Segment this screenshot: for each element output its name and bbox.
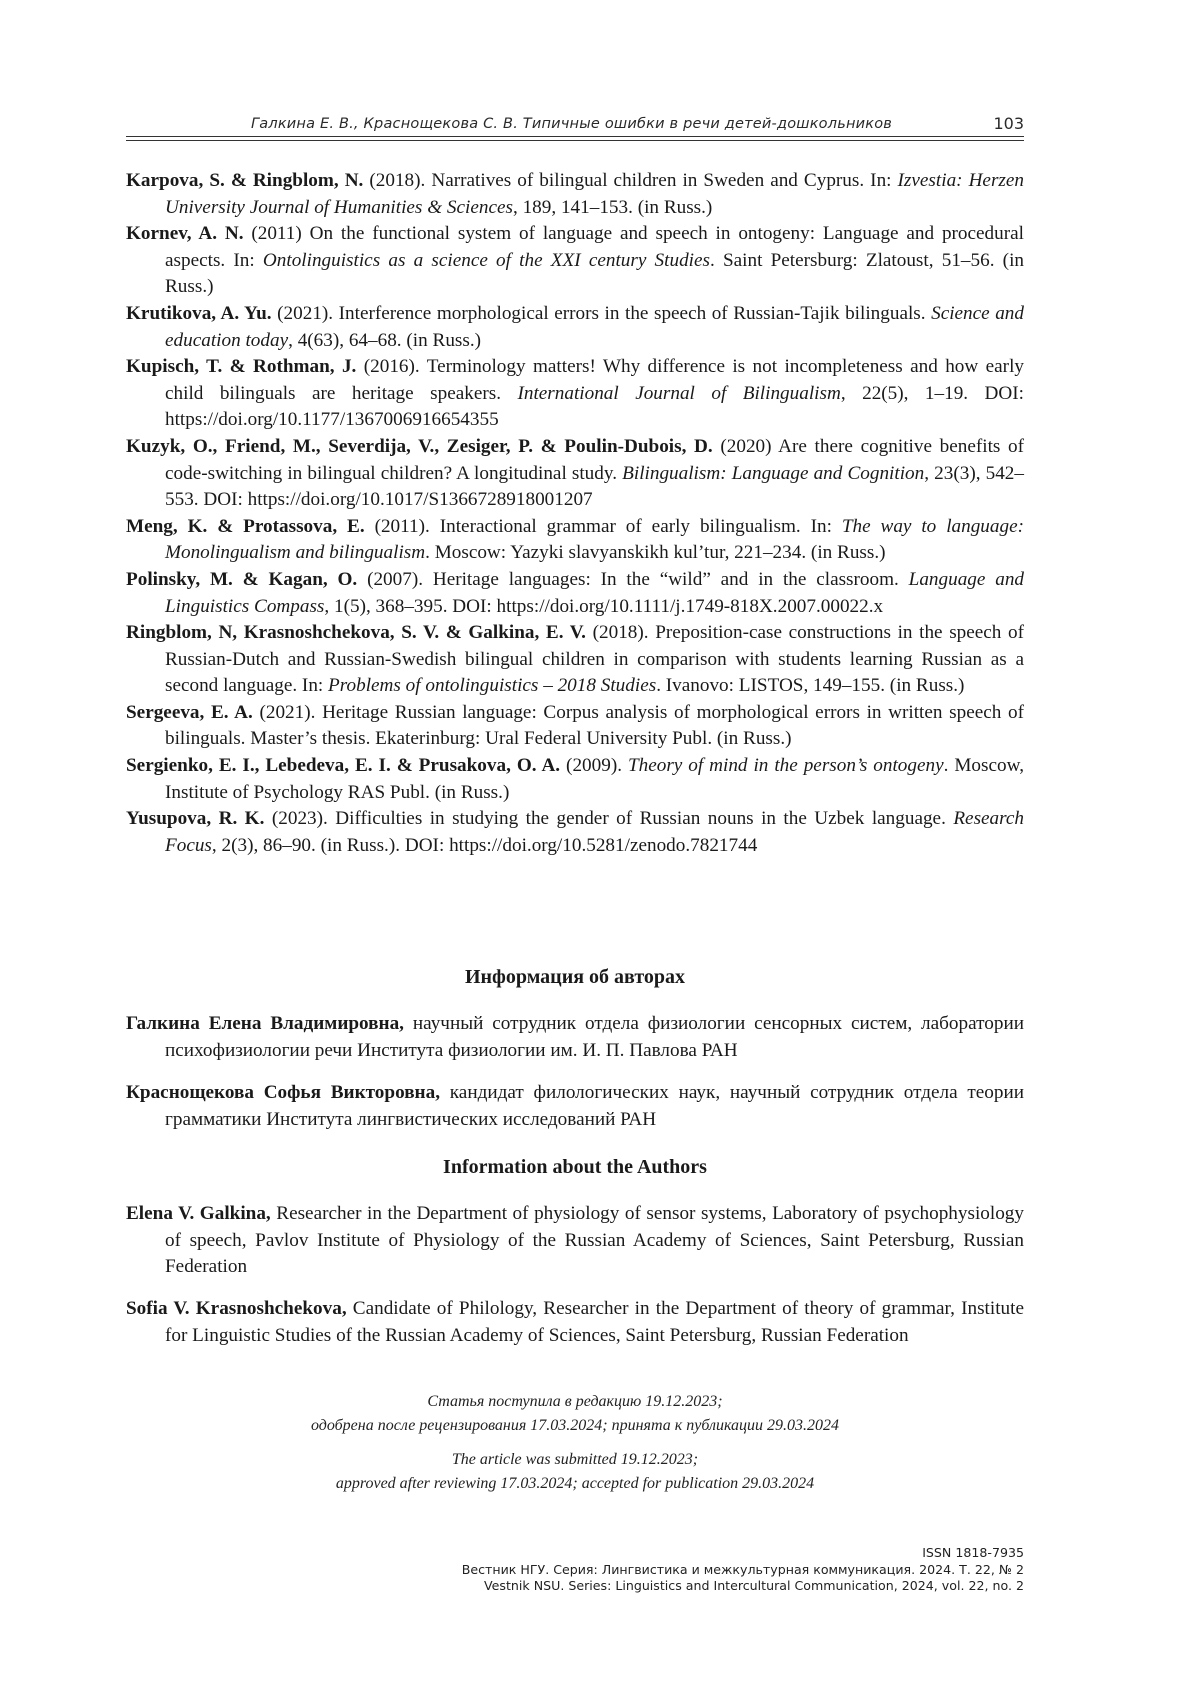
reference-item — [126, 301, 1024, 354]
reference-details: , 22(5), 1–19. DOI: https://doi.org/10.1177/1367006916654355 — [165, 383, 1024, 431]
author-name: Галкина Елена Владимировна, — [126, 1013, 404, 1034]
reference-text: (2018). Preposition-case constructions in the speech of Russian-Dutch and Russian-Swedish bilingual children in comparison with students learning Russian as a second language. In: — [165, 622, 1024, 696]
reference-source: Research Focus — [165, 808, 1024, 856]
reference-list — [126, 168, 1024, 859]
reference-text: (2009). — [560, 755, 628, 776]
author-name: Elena V. Galkina, — [126, 1203, 271, 1224]
reference-authors: Karpova, S. & Ringblom, N. — [126, 170, 363, 191]
running-head — [126, 112, 1024, 138]
issn: ISSN 1818-7935 — [462, 1545, 1024, 1562]
submission-ru-line2: одобрена после рецензирования 17.03.2024; принята к публикации 29.03.2024 — [126, 1414, 1024, 1438]
authors-en-heading: Information about the Authors — [126, 1156, 1024, 1179]
reference-details: , 189, 141–153. (in Russ.) — [513, 197, 712, 218]
header-rule-bottom — [126, 140, 1024, 141]
author-en-item — [126, 1296, 1024, 1349]
reference-source: Science and education today — [165, 303, 1024, 351]
page-footer — [462, 1545, 1024, 1595]
reference-item — [126, 806, 1024, 859]
reference-details: , 2(3), 86–90. (in Russ.). DOI: https://doi.org/10.5281/zenodo.7821744 — [212, 835, 757, 856]
reference-text: (2023). Difficulties in studying the gender of Russian nouns in the Uzbek language. — [264, 808, 953, 829]
submission-en-line2: approved after reviewing 17.03.2024; accepted for publication 29.03.2024 — [126, 1472, 1024, 1496]
author-ru-item — [126, 1011, 1024, 1064]
reference-authors: Meng, K. & Protassova, E. — [126, 516, 365, 537]
reference-text: (2016). Terminology matters! Why difference is not incompleteness and how early child bilinguals are heritage speakers. — [165, 356, 1024, 404]
reference-authors: Kupisch, T. & Rothman, J. — [126, 356, 356, 377]
reference-details: . Moscow: Yazyki slavyanskikh kul’tur, 221–234. (in Russ.) — [425, 542, 885, 563]
reference-authors: Yusupova, R. K. — [126, 808, 264, 829]
reference-item — [126, 514, 1024, 567]
reference-details: , 23(3), 542–553. DOI: https://doi.org/10.1017/S1366728918001207 — [165, 463, 1024, 511]
reference-authors: Polinsky, M. & Kagan, O. — [126, 569, 357, 590]
reference-item — [126, 354, 1024, 434]
submission-ru-line1: Статья поступила в редакцию 19.12.2023; — [126, 1390, 1024, 1414]
reference-details: . Ivanovo: LISTOS, 149–155. (in Russ.) — [656, 675, 964, 696]
author-name: Краснощекова Софья Викторовна, — [126, 1082, 440, 1103]
reference-details: . Saint Petersburg: Zlatoust, 51–56. (in Russ.) — [165, 250, 1024, 298]
reference-details: , 4(63), 64–68. (in Russ.) — [288, 330, 481, 351]
submission-note-en — [126, 1448, 1024, 1496]
reference-item — [126, 700, 1024, 753]
reference-item — [126, 620, 1024, 700]
author-affiliation: Candidate of Philology, Researcher in the Department of theory of grammar, Institute for Linguistic Studies of the Russian Academy of Sciences, Saint Petersburg, Russian Federation — [165, 1298, 1024, 1346]
header-rule-top — [126, 136, 1024, 137]
reference-text: (2021). Interference morphological errors in the speech of Russian-Tajik bilinguals. — [272, 303, 931, 324]
reference-source: Language and Linguistics Compass — [165, 569, 1024, 617]
reference-source: International Journal of Bilingualism — [517, 383, 840, 404]
reference-text: (2021). Heritage Russian language: Corpus analysis of morphological errors in written speech of bilinguals. Master’s thesis. Ekaterinburg: Ural Federal University Publ. (in Russ.) — [165, 702, 1024, 750]
reference-text: (2007). Heritage languages: In the “wild” and in the classroom. — [357, 569, 908, 590]
reference-text: (2011) On the functional system of language and speech in ontogeny: Language and procedural aspects. In: — [165, 223, 1024, 271]
reference-authors: Kuzyk, O., Friend, M., Severdija, V., Zesiger, P. & Poulin-Dubois, D. — [126, 436, 713, 457]
author-en-item — [126, 1201, 1024, 1281]
reference-source: Problems of ontolinguistics – 2018 Studies — [328, 675, 656, 696]
reference-authors: Ringblom, N, Krasnoshchekova, S. V. & Galkina, E. V. — [126, 622, 586, 643]
journal-title-ru: Вестник НГУ. Серия: Лингвистика и межкультурная коммуникация. 2024. Т. 22, № 2 — [462, 1562, 1024, 1579]
authors-ru-heading: Информация об авторах — [126, 966, 1024, 989]
reference-authors: Kornev, A. N. — [126, 223, 244, 244]
reference-authors: Krutikova, A. Yu. — [126, 303, 272, 324]
reference-source: Ontolinguistics as a science of the XXI century Studies — [263, 250, 710, 271]
reference-text: (2011). Interactional grammar of early bilingualism. In: — [365, 516, 842, 537]
reference-details: , 1(5), 368–395. DOI: https://doi.org/10.1111/j.1749-818X.2007.00022.x — [324, 596, 883, 617]
author-affiliation: научный сотрудник отдела физиологии сенсорных систем, лаборатории психофизиологии речи Института физиологии им. И. П. Павлова РАН — [165, 1013, 1024, 1061]
reference-source: Theory of mind in the person’s ontogeny — [628, 755, 944, 776]
running-title: Галкина Е. В., Краснощекова С. В. Типичные ошибки в речи детей-дошкольников — [251, 116, 892, 132]
journal-title-en: Vestnik NSU. Series: Linguistics and Intercultural Communication, 2024, vol. 22, no. 2 — [462, 1578, 1024, 1595]
reference-text: (2018). Narratives of bilingual children in Sweden and Cyprus. In: — [363, 170, 897, 191]
submission-note-ru — [126, 1390, 1024, 1438]
reference-item — [126, 753, 1024, 806]
submission-en-line1: The article was submitted 19.12.2023; — [126, 1448, 1024, 1472]
author-affiliation: кандидат филологических наук, научный сотрудник отдела теории грамматики Института лингвистических исследований РАН — [165, 1082, 1024, 1130]
author-name: Sofia V. Krasnoshchekova, — [126, 1298, 347, 1319]
author-ru-item — [126, 1080, 1024, 1133]
reference-text: (2020) Are there cognitive benefits of code-switching in bilingual children? A longitudinal study. — [165, 436, 1024, 484]
reference-authors: Sergeeva, E. A. — [126, 702, 253, 723]
reference-source: The way to language: Monolingualism and bilingualism — [165, 516, 1024, 564]
author-affiliation: Researcher in the Department of physiology of sensor systems, Laboratory of psychophysiology of speech, Pavlov Institute of Physiology of the Russian Academy of Sciences, Saint Petersburg, Russian Federation — [165, 1203, 1024, 1277]
reference-item — [126, 567, 1024, 620]
reference-details: . Moscow, Institute of Psychology RAS Publ. (in Russ.) — [165, 755, 1024, 803]
page-number: 103 — [993, 114, 1024, 133]
reference-authors: Sergienko, E. I., Lebedeva, E. I. & Prusakova, O. A. — [126, 755, 560, 776]
reference-item — [126, 221, 1024, 301]
reference-source: Bilingualism: Language and Cognition — [622, 463, 924, 484]
reference-item — [126, 434, 1024, 514]
reference-source: Izvestia: Herzen University Journal of Humanities & Sciences — [165, 170, 1024, 218]
reference-item — [126, 168, 1024, 221]
